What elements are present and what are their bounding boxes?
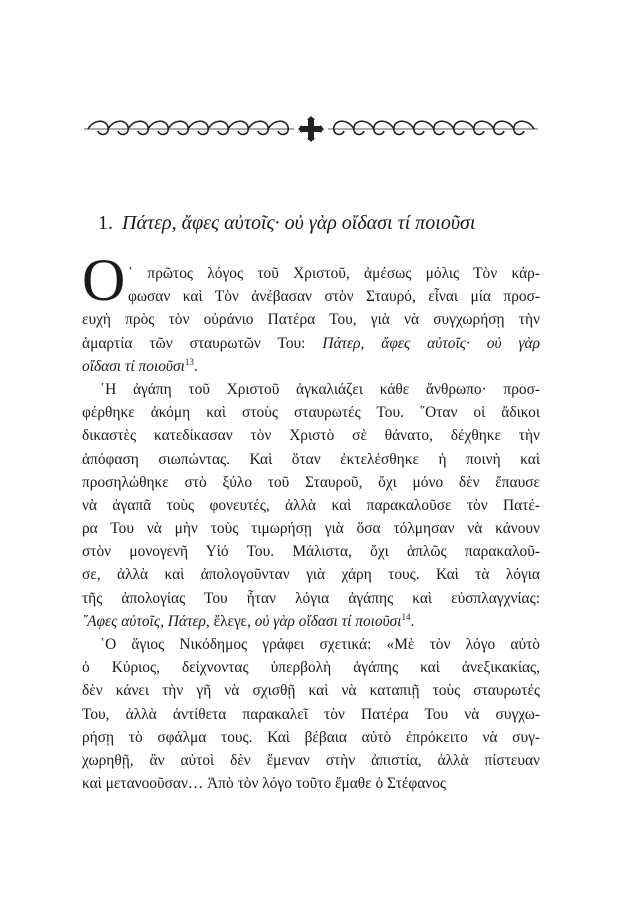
text-line — [82, 494, 540, 517]
text-run: σε, ἀλλὰ καὶ ἀπολογοῦνταν γιὰ χάρη τους. Καὶ τὰ λόγια — [82, 566, 540, 584]
text-run: οὐ γὰρ οἴδασι τί ποιοῦσι — [254, 612, 402, 630]
text-run: ῎Αφες αὐτοῖς, Πάτερ, — [82, 612, 210, 630]
text-line — [82, 726, 540, 749]
text-run: . — [193, 357, 198, 375]
text-line — [82, 656, 540, 679]
text-line — [82, 587, 540, 610]
text-line — [82, 448, 540, 471]
text-line — [82, 633, 540, 656]
text-line — [82, 703, 540, 726]
text-run: καὶ μετανοοῦσαν… Ἀπὸ τὸν λόγο τοῦτο ἔμαθε ὁ Στέφανος — [82, 775, 447, 793]
text-run: ῾ πρῶτος λόγος τοῦ Χριστοῦ, ἀμέσως μόλις Τὸν κάρ- — [128, 265, 540, 282]
text-run: ἀπόφαση σιωπώντας. Καὶ ὅταν ἐκτελέσθηκε ἡ ποινὴ καὶ — [82, 450, 540, 468]
text-line — [82, 308, 540, 331]
text-run: δικαστὲς κατεδίκασαν τὸν Χριστὸ σὲ θάνατο, δέχθηκε τὴν — [82, 427, 540, 445]
text-run: ρήσῃ τὸ σφάλμα τους. Καὶ βέβαια αὐτὸ ἐπρόκειτο νὰ συγ- — [82, 728, 540, 746]
text-run: χωρηθῇ, ἂν αὐτοὶ δὲν ἔμεναν στὴν ἀπιστία, ἀλλὰ πίστευαν — [82, 751, 540, 769]
text-line — [82, 517, 540, 540]
text-line — [82, 262, 540, 285]
cross-icon — [298, 116, 324, 142]
text-run: Του, ἀλλὰ ἀντίθετα παρακαλεῖ τὸν Πατέρα Του νὰ συγχω- — [82, 705, 540, 723]
footnote-ref: 13 — [184, 356, 194, 367]
text-run: ῾Η ἀγάπη τοῦ Χριστοῦ ἀγκαλιάζει κάθε ἄνθρωπο· προσ- — [100, 380, 540, 398]
section-number: 1. — [98, 212, 113, 234]
text-line — [82, 610, 540, 633]
text-run: Πάτερ, ἄφες αὐτοῖς· οὐ γὰρ — [322, 334, 540, 352]
text-line — [82, 355, 540, 378]
text-run: στὸν μονογενῆ Υἱό Του. Μάλιστα, ὄχι ἁπλῶς παρακαλοῦ- — [82, 543, 540, 561]
text-run: ἁμαρτία τῶν σταυρωτῶν Του: — [82, 334, 323, 352]
text-line — [82, 285, 540, 308]
text-run: φωσαν καὶ Τὸν ἀνέβασαν στὸν Σταυρό, εἶναι μία προσ- — [128, 288, 540, 306]
text-line — [82, 749, 540, 772]
section-title: Πάτερ, ἄφες αὐτοῖς· οὐ γὰρ οἴδασι τί ποιοῦσι — [122, 212, 476, 234]
text-line — [82, 772, 540, 795]
text-line — [82, 679, 540, 702]
text-run: φέρθηκε ἀκόμη καὶ στοὺς σταυρωτές Του. ῞Οταν οἱ ἄδικοι — [82, 404, 540, 422]
text-run: ὁ Κύριος, δείχνοντας ὑπερβολὴ ἀγάπης καὶ ἀνεξικακίας, — [82, 659, 540, 677]
decorative-ornament-band — [82, 116, 540, 142]
text-run: ῾Ο ἅγιος Νικόδημος γράφει σχετικά: «Μὲ τὸν λόγο αὐτὸ — [100, 636, 540, 653]
text-run: προσηλώθηκε στὸ ξύλο τοῦ Σταυροῦ, ὄχι μόνο δὲν ἔπαυσε — [82, 473, 540, 491]
text-line — [82, 424, 540, 447]
text-line — [82, 378, 540, 401]
drop-cap-letter: Ο — [82, 247, 126, 313]
text-run: νὰ ἀγαπᾶ τοὺς φονευτές, ἀλλὰ καὶ παρακαλοῦσε τὸν Πατέ- — [82, 496, 540, 514]
text-run: δὲν κάνει τὴν γῆ νὰ σχισθῇ καὶ νὰ καταπιῇ τοὺς σταυρωτές — [82, 682, 540, 700]
text-run: . — [410, 612, 415, 630]
section-heading — [98, 212, 538, 235]
body-text — [82, 262, 540, 795]
text-line — [82, 401, 540, 424]
text-line — [82, 332, 540, 355]
footnote-ref: 14 — [401, 611, 411, 622]
text-run: τῆς ἀπολογίας Του ἦταν λόγια ἀγάπης καὶ εὐσπλαγχνίας: — [82, 589, 540, 607]
text-run: ευχὴ πρὸς τὸν οὐράνιο Πατέρα Του, γιὰ νὰ συγχωρήσῃ τὴν — [82, 311, 540, 329]
text-line — [82, 471, 540, 494]
text-line — [82, 540, 540, 563]
text-line — [82, 563, 540, 586]
text-run: ἔλεγε, — [209, 612, 255, 630]
text-run: ρα Του νὰ μὴν τοὺς τιμωρήσῃ γιὰ ὅσα τόλμησαν νὰ κάνουν — [82, 520, 540, 538]
text-run: οἴδασι τί ποιοῦσι — [82, 357, 185, 375]
